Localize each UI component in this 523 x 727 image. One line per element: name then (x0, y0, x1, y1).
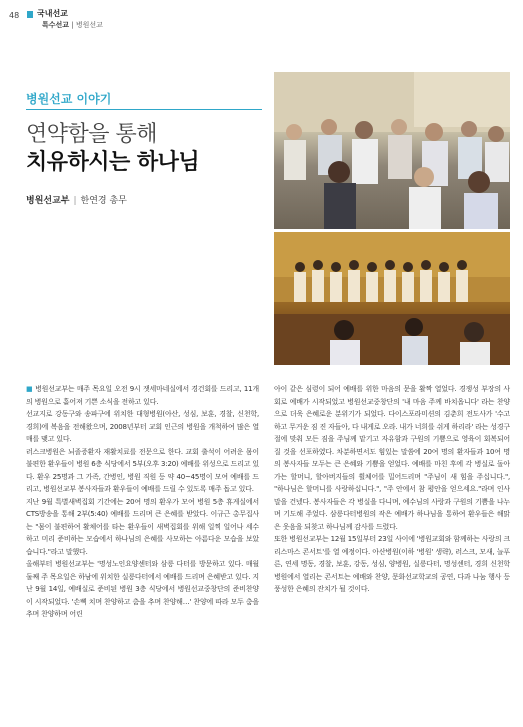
photo-choir (274, 232, 510, 365)
series-label: 병원선교 이야기 (26, 92, 112, 106)
byline-author: 한연경 총무 (80, 196, 127, 206)
paragraph: 올해부터 병원선교부는 '명성노인요양센터와 삼릉 다터를 방문하고 있다. 매월 둘째 주 목요일은 하남에 위치한 실릉다터에서 예배를 드리며 은혜받고 있다. 지난 9월 14일, 예배실로 준비된 병원 3층 식당에서 병원선교중창단의 준비찬양이 시작되었다. '손뼉 치며 찬양하고 춤을 추며 찬양해…' 찬양에 따라 모두 춤을 추며 찬양하며 어린 (26, 560, 259, 618)
photo-choir-illustration (274, 232, 510, 365)
body-column-right (274, 383, 510, 596)
page-number: 48 (9, 11, 20, 20)
subsection-rest: 병원선교 (75, 21, 103, 29)
photo-patients (274, 72, 510, 229)
paragraph: 또한 병원선교부는 12월 15일부터 23일 사이에 '병원교회와 함께하는 사랑의 크리스마스 콘서트'를 열 예정이다. 아산병원(이하 '병원' 생략), 러스크, 모새, 늘푸른, 연세 명동, 경찰, 보훈, 강동, 성심, 양병원, 실릉다터, 명성센터, 경희 신천학병원에서 열리는 콘서트는 예배와 찬양, 문화선교학교의 공연, 다과 나눔 행사 등 풍성한 은혜의 잔치가 될 것이다. (274, 535, 510, 593)
byline: 병원선교부 | 한연경 총무 (26, 196, 127, 206)
paragraph (26, 383, 259, 408)
bullet-icon: ■ (26, 385, 36, 393)
subsection-label: 특수선교 | 병원선교 (42, 21, 103, 29)
body-column-left (26, 383, 259, 621)
paragraph: 러스크병원은 뇌졸증환자 재활치료를 전문으로 한다. 교회 출석이 어려운 몸이 불편한 환우들이 병원 6층 식당에서 5부(오후 3:20) 예배를 위성으로 드리고 있다. 환우 25명과 그 가족, 간병인, 병원 직원 등 약 40~45명이 모여 예배를 드리고, 병원선교부 봉사자들과 환우들이 예배를 드릴 수 있도록 매주 돕고 있다. (26, 447, 259, 493)
paragraph-text: 병원선교부는 매주 목요일 오전 9시 잿세마네실에서 경건회를 드리고, 11개의 병원으로 흩어져 기쁜 소식을 전하고 있다. (26, 385, 259, 406)
paragraph: 지난 9월 특별새벽집회 기간에는 20여 명의 환우가 모여 병원 5층 휴게실에서 CTS방송을 통해 2부(5:40) 예배를 드리며 큰 은혜를 받았다. 이규근 총무집사는 "몸이 불편하여 활체어를 타는 환우들이 새벽집회를 위해 일찍 일어나 세수하고 미리 준비하는 모습에서 하나님의 은혜를 사모하는 아름다운 모습을 보았습니다."라고 말했다. (26, 497, 259, 556)
photo-patients-illustration (274, 72, 510, 229)
paragraph: 아이 같은 심령이 되어 예배를 위한 마음의 문을 활짝 열었다. 경쟁성 부장의 사회로 예배가 시작되었고 병원선교중창단의 '내 마음 주께 바치옵니다' 라는 찬양으로 더욱 은혜로운 분위기가 되었다. 다이스포라미션의 김춘희 전도사가 '수고하고 무거운 짐 진 자들아, 다 내게로 오라. 내가 너희를 쉬게 하리라' 라는 성경구절에 맞춰 모든 짐을 주님께 맡기고 자유함과 구원의 기쁨으로 영육이 회복되어질 것을 선포하였다. 차분하면서도 힘있는 말씀에 20여 명의 환자들과 10여 명의 봉사자들 모두는 큰 은혜와 기쁨을 얻었다. 예배를 마친 후에 각 병실로 돌아가는 할머니, 할아버지들의 휠체어를 밀어드리며 "주님이 새 힘을 주십니다.", "하나님은 할머니를 사랑하십니다.", "주 안에서 참 평안을 얻으세요."라며 인사말을 건넸다. 봉사자들은 각 병실을 다니며, 예수님의 사랑과 구원의 기쁨을 나누며 기도해 주었다. 삼릉다터병원의 작은 예배가 하나님을 통하여 환우들은 해맑은 웃음을 되찾고 하나님께 감사를 드렸다. (274, 385, 510, 531)
title-line-1: 연약함을 통해 (26, 122, 158, 147)
paragraph: 선교지로 강동구와 송파구에 위치한 대형병원(아산, 성심, 보훈, 경찰, 신천학, 경희)에 복음을 전해왔으며, 2008년부터 교회 인근의 병원을 개척하여 많은 열매를 맺고 있다. (26, 410, 259, 443)
subsection-bold: 특수선교 (42, 21, 70, 29)
section-title: 국내선교 (37, 9, 68, 18)
series-divider (26, 109, 262, 110)
byline-dept: 병원선교부 (26, 196, 70, 206)
title-line-2: 치유하시는 하나님 (26, 150, 200, 175)
section-marker (27, 11, 33, 18)
